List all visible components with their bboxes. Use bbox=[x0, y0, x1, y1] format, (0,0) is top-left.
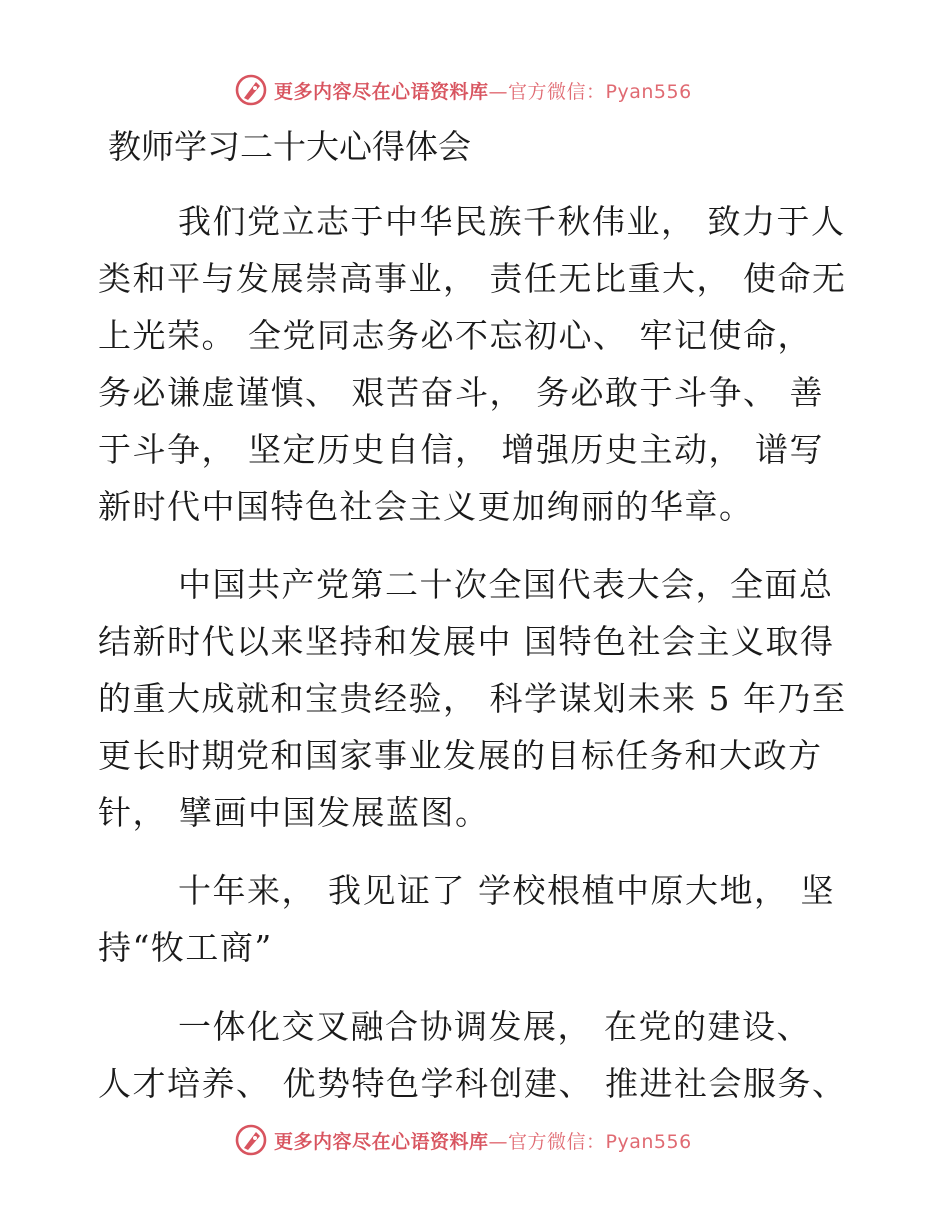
text-line: 务必谦虚谨慎、 艰苦奋斗， 务必敢于斗争、 善 bbox=[98, 373, 824, 412]
text-line: 结新时代以来坚持和发展中 国特色社会主义取得 bbox=[98, 622, 835, 661]
document-title: 教师学习二十大心得体会 bbox=[108, 127, 471, 166]
text-line: 的重大成就和宝贵经验， 科学谋划未来 5 年乃至 bbox=[98, 679, 847, 718]
text-line: 我们党立志于中华民族千秋伟业， 致力于人 bbox=[178, 202, 846, 241]
text-line: 持“牧工商” bbox=[98, 928, 273, 967]
pen-nib-circle-icon bbox=[234, 73, 268, 107]
footer-banner bbox=[234, 1120, 692, 1160]
text-line: 更长时期党和国家事业发展的目标任务和大政方 bbox=[98, 736, 823, 775]
banner-separator: — bbox=[488, 80, 509, 103]
banner-brand: 更多内容尽在心语资料库 bbox=[274, 80, 489, 103]
banner-wechat: 官方微信：Pyan556 bbox=[508, 80, 692, 103]
banner-separator: — bbox=[488, 1130, 509, 1153]
banner-text bbox=[274, 1127, 692, 1154]
text-line: 十年来， 我见证了 学校根植中原大地， 坚 bbox=[178, 871, 835, 910]
text-line: 类和平与发展崇高事业， 责任无比重大， 使命无 bbox=[98, 259, 847, 298]
text-line: 一体化交叉融合协调发展， 在党的建设、 bbox=[178, 1007, 811, 1046]
banner-text bbox=[274, 77, 692, 104]
text-line: 上光荣。 全党同志务必不忘初心、 牢记使命， bbox=[98, 316, 812, 355]
banner-wechat: 官方微信：Pyan556 bbox=[508, 1130, 692, 1153]
text-line: 于斗争， 坚定历史自信， 增强历史主动， 谱写 bbox=[98, 430, 824, 469]
text-line: 新时代中国特色社会主义更加绚丽的华章。 bbox=[98, 487, 754, 526]
text-line: 针， 擘画中国发展蓝图。 bbox=[98, 793, 490, 832]
header-banner bbox=[234, 70, 692, 110]
pen-nib-circle-icon bbox=[234, 1123, 268, 1157]
text-line: 中国共产党第二十次全国代表大会，全面总 bbox=[178, 565, 834, 604]
banner-brand: 更多内容尽在心语资料库 bbox=[274, 1130, 489, 1153]
text-line: 人才培养、 优势特色学科创建、 推进社会服务、 bbox=[98, 1064, 847, 1103]
